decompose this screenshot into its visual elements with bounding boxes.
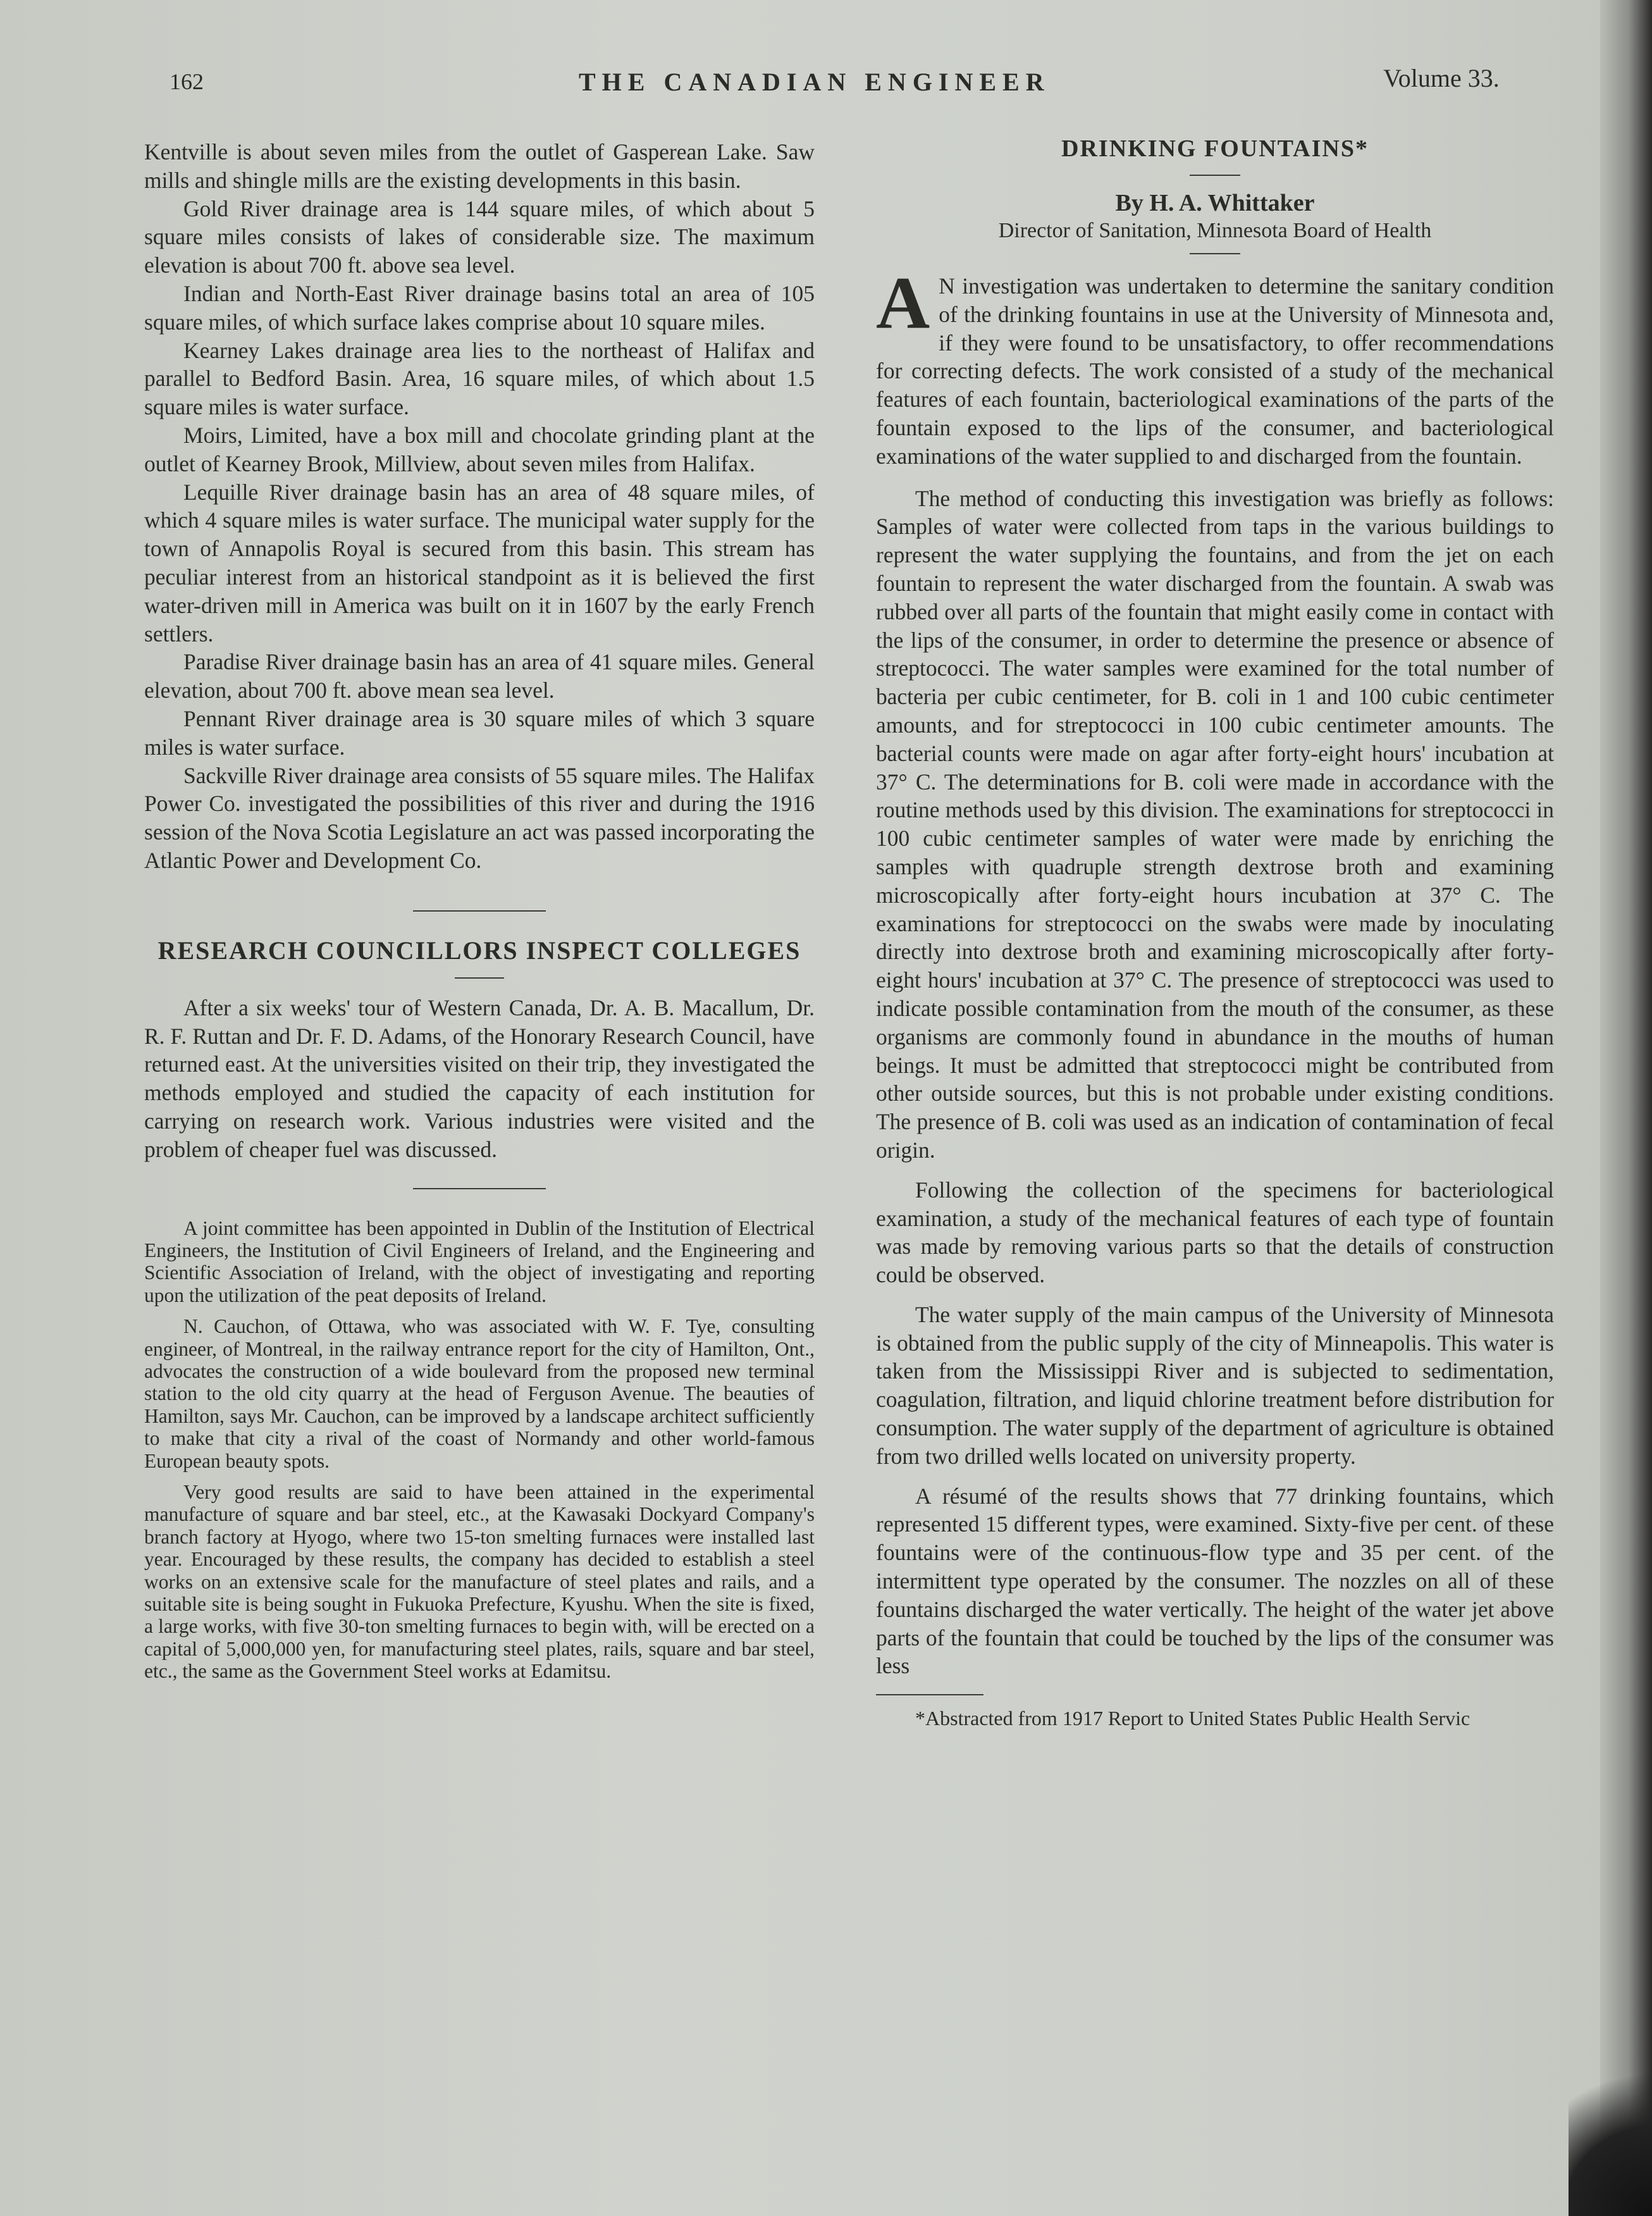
footnote	[876, 1705, 1554, 1731]
research-heading: RESEARCH COUNCILLORS INSPECT COLLEGES	[157, 936, 801, 965]
paragraph: Gold River drainage area is 144 square miles, of which about 5 square miles consists of lakes of considerable size. The maximum elevation is about 700 ft. above sea level.	[144, 195, 815, 278]
note-paragraph: N. Cauchon, of Ottawa, who was associated with W. F. Tye, consulting engineer, of Montreal, in the railway entrance report for the city of Hamilton, Ont., advocates the construction of a wide boulevard from the proposed new terminal station to the old city quarry at the head of Ferguson Avenue. The beauties of Hamilton, says Mr. Cauchon, can be improved by a landscape architect sufficiently to make that city a rival of the coast of Normandy and other world-famous European beauty spots.	[144, 1315, 815, 1472]
article-title: DRINKING FOUNTAINS*	[1061, 135, 1369, 162]
paragraph: Kentville is about seven miles from the outlet of Gasperean Lake. Saw mills and shingle mills are the existing developments in this basin.	[144, 139, 815, 193]
footnote-text: *Abstracted from 1917 Report to United States Public Health Servic	[915, 1707, 1470, 1730]
news-notes	[144, 1217, 815, 1683]
left-column	[144, 138, 815, 1683]
page-edge-shadow	[1600, 0, 1652, 2216]
paragraph: Sackville River drainage area consists of 55 square miles. The Halifax Power Co. investigated the possibilities of this river and during the 1916 session of the Nova Scotia Legislature an act was passed incorporating the Atlantic Power and Development Co.	[144, 762, 815, 873]
drainage-basins-text	[144, 138, 815, 875]
section-divider	[413, 910, 546, 912]
article-body	[876, 261, 1554, 1680]
paragraph: Pennant River drainage area is 30 square miles of which 3 square miles is water surface.	[144, 705, 815, 760]
note-paragraph: A joint committee has been appointed in Dublin of the Institution of Electrical Engineers, the Institution of Civil Engineers of Ireland, and the Engineering and Scientific Association of Ireland, with the object of investigating and reporting upon the utilization of the peat deposits of Ireland.	[144, 1216, 815, 1306]
paragraph: Kearney Lakes drainage area lies to the northeast of Halifax and parallel to Bedford Basin. Area, 16 square miles, of which about 1.5 square miles is water surface.	[144, 337, 815, 420]
paragraph: The water supply of the main campus of the University of Minnesota is obtained from the public supply of the city of Minneapolis. This water is taken from the Mississippi River and is subjected to sedimentation, coagulation, filtration, and liquid chlorine treatment before distribution for consumption. The water supply of the department of agriculture is obtained from two drilled wells located on university property.	[876, 1301, 1554, 1469]
title-rule	[1190, 175, 1240, 176]
drop-cap: A	[876, 261, 930, 344]
page-number: 162	[170, 69, 204, 94]
research-body: After a six weeks' tour of Western Canada, Dr. A. B. Macallum, Dr. R. F. Ruttan and Dr. F. D. Adams, of the Honorary Research Council, have returned east. At the universities visited on their trip, they investigated the methods employed and studied the capacity of each institution for carrying on research work. Various industries were visited and the problem of cheaper fuel was discussed.	[144, 994, 815, 1162]
paragraph: Paradise River drainage basin has an area of 41 square miles. General elevation, about 700 ft. above mean sea level.	[144, 649, 815, 703]
paragraph: A résumé of the results shows that 77 drinking fountains, which represented 15 different types, were examined. Sixty-five per cent. of these fountains were of the continuous-flow type and 35 per cent. of the intermittent type operated by the consumer. The nozzles on all of these fountains discharged the water vertically. The height of the water jet above parts of the fountain that could be touched by the lips of the consumer was less	[876, 1483, 1554, 1679]
paragraph: Lequille River drainage basin has an area of 48 square miles, of which 4 square miles is water surface. The municipal water supply for the town of Annapolis Royal is secured from this basin. This stream has peculiar interest from an historical standpoint as it is believed the first water-driven mill in America was built on it in 1607 by the early French settlers.	[144, 479, 815, 647]
section-divider	[413, 1188, 546, 1189]
journal-title: THE CANADIAN ENGINEER	[579, 68, 1051, 96]
note-paragraph: Very good results are said to have been attained in the experimental manufacture of square and bar steel, etc., at the Kawasaki Dockyard Company's branch factory at Hyogo, where two 15-ton smelting furnaces were installed last year. Encouraged by these results, the company has decided to establish a steel works on an extensive scale for the manufacture of steel plates and rails, and a suitable site is being sought in Fukuoka Prefecture, Kyushu. When the site is fixed, a large works, with five 30-ton smelting furnaces to begin with, will be erected on a capital of 5,000,000 yen, for manufacturing steel plates, rails, square and bar steel, etc., the same as the Government Steel works at Edamitsu.	[144, 1480, 815, 1683]
paragraph: Following the collection of the specimens for bacteriological examination, a study of the mechanical features of each type of fountain was made by removing various parts so that the details of construction could be observed.	[876, 1177, 1554, 1288]
intro-paragraph: A N investigation was undertaken to determine the sanitary condition of the drinking fountains in use at the University of Minnesota and, if they were found to be unsatisfactory, to offer recommendations for correcting defects. The work consisted of a study of the mechanical features of each fountain, bacteriological examinations of the parts of the fountain exposed to the lips of the consumer, and bacteriological examinations of the water supplied to and discharged from the fountain.	[876, 261, 1554, 469]
paragraph: Indian and North-East River drainage basins total an area of 105 square miles, of which surface lakes comprise about 10 square miles.	[144, 280, 815, 335]
paragraph: Moirs, Limited, have a box mill and chocolate grinding plant at the outlet of Kearney Brook, Millview, about seven miles from Halifax.	[144, 422, 815, 476]
right-column	[876, 134, 1554, 1731]
page-corner-shadow	[1569, 2037, 1652, 2216]
footnote-rule	[876, 1694, 983, 1695]
paragraph: The method of conducting this investigation was briefly as follows: Samples of water were collected from taps in the various buildings to represent the water supplying the fountains, and from the jet on each fountain to represent the water discharged from the fountain. A swab was rubbed over all parts of the fountain that might easily come in contact with the lips of the consumer, in order to determine the presence or absence of streptococci. The water samples were examined for the total number of bacteria per cubic centimeter, for B. coli in 1 and 100 cubic centimeter amounts, and for streptococci in 100 cubic centimeter amounts. The bacterial counts were made on agar after forty-eight hours' incubation at 37° C. The determinations for B. coli were made in accordance with the routine methods used by this division. The examinations for streptococci in 100 cubic centimeter samples of water were made by enriching the samples with quadruple strength dextrose broth and examining microscopically after forty-eight hours incubation at 37° C. The examinations for streptococci on the swabs were made by inoculating directly into dextrose broth and examining microscopically after forty-eight hours' incubation at 37° C. The presence of streptococci was used to indicate possible contamination from the mouth of the consumer, as these organisms are commonly found in abundance in the mouths of human beings. It must be admitted that streptococci might be contributed from other outside sources, but this is not probable under existing conditions. The presence of B. coli was used as an indication of contamination of fecal origin.	[876, 485, 1554, 1163]
author-affiliation: Director of Sanitation, Minnesota Board of Health	[998, 219, 1432, 242]
article-byline: By H. A. Whittaker	[1115, 190, 1315, 216]
byline-rule	[1190, 253, 1240, 254]
volume-label: Volume 33.	[1383, 64, 1500, 92]
heading-rule	[455, 977, 504, 979]
